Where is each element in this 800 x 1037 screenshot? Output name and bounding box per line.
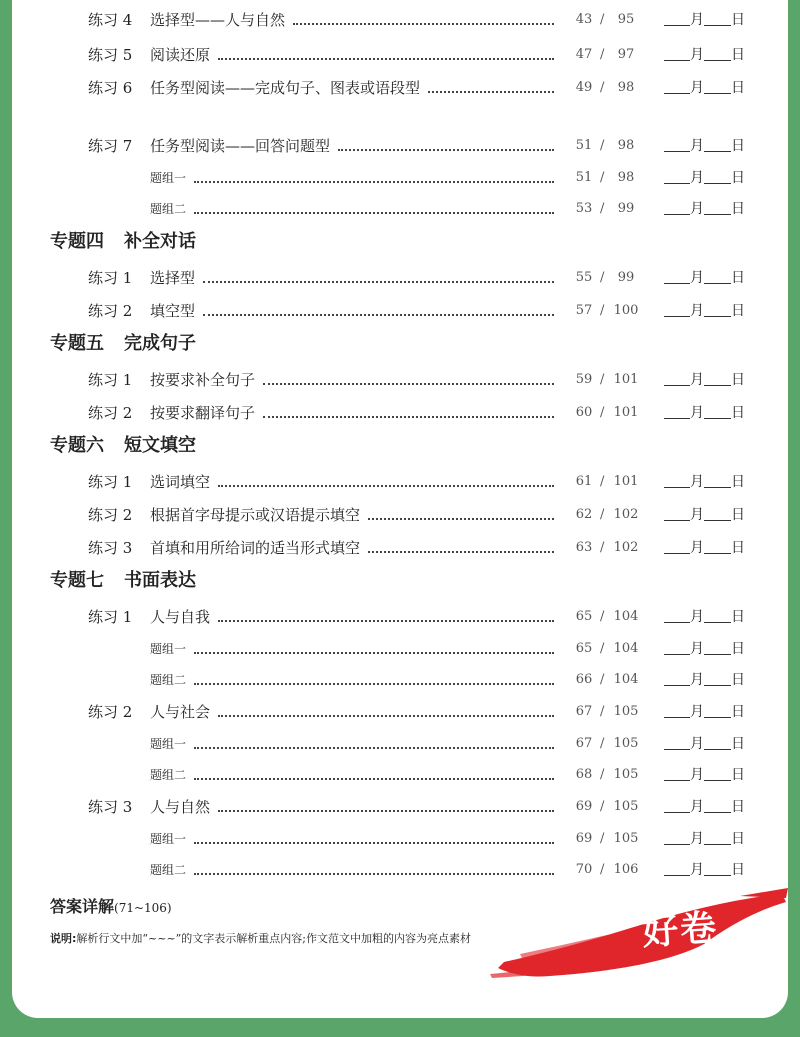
month-blank[interactable] (664, 169, 690, 184)
slash-separator: / (600, 767, 605, 782)
answer-page-number: 101 (613, 405, 639, 420)
answer-page-number: 102 (613, 507, 639, 522)
answer-page-number: 99 (617, 201, 635, 216)
leader-dots (194, 683, 554, 685)
slash-separator: / (600, 201, 605, 216)
toc-entry-row (12, 700, 788, 724)
month-blank[interactable] (664, 79, 690, 94)
month-label: 月 (690, 138, 704, 154)
month-blank[interactable] (664, 371, 690, 386)
toc-entry-row (12, 134, 788, 158)
sub-entry-row (12, 637, 788, 661)
leader-dots (194, 652, 554, 654)
leader-dots (203, 314, 554, 316)
section-heading (50, 230, 196, 254)
slash-separator: / (600, 672, 605, 687)
month-blank[interactable] (664, 539, 690, 554)
sub-entry-row (12, 732, 788, 756)
toc-entry-row (12, 43, 788, 67)
day-blank[interactable] (704, 861, 731, 876)
leader-dots (263, 383, 554, 385)
page-number: 69 (575, 831, 593, 846)
entry-title: 题组二 (150, 202, 187, 216)
date-fill-in (664, 503, 745, 527)
month-label: 月 (690, 540, 704, 556)
toc-entry-row (12, 299, 788, 323)
page-number: 59 (575, 372, 593, 387)
exercise-number: 练习 3 (88, 798, 133, 816)
day-label: 日 (731, 170, 745, 186)
page-number: 65 (575, 609, 593, 624)
date-fill-in (664, 795, 745, 819)
day-label: 日 (731, 507, 745, 523)
toc-entry-row (12, 266, 788, 290)
page-number: 70 (575, 862, 593, 877)
day-label: 日 (731, 736, 745, 752)
day-label: 日 (731, 641, 745, 657)
month-blank[interactable] (664, 11, 690, 26)
slash-separator: / (600, 47, 605, 62)
month-label: 月 (690, 12, 704, 28)
section-heading (50, 569, 196, 593)
answer-page-number: 98 (617, 80, 635, 95)
month-blank[interactable] (664, 861, 690, 876)
day-blank[interactable] (704, 79, 731, 94)
date-fill-in (664, 401, 745, 425)
month-label: 月 (690, 799, 704, 815)
slash-separator: / (600, 303, 605, 318)
day-label: 日 (731, 831, 745, 847)
date-fill-in (664, 732, 745, 756)
answer-page-number: 100 (613, 303, 639, 318)
date-fill-in (664, 637, 745, 661)
exercise-number: 练习 2 (88, 506, 133, 524)
month-blank[interactable] (664, 302, 690, 317)
day-label: 日 (731, 672, 745, 688)
slash-separator: / (600, 270, 605, 285)
day-label: 日 (731, 80, 745, 96)
sub-entry-row (12, 858, 788, 882)
date-fill-in (664, 605, 745, 629)
date-fill-in (664, 827, 745, 851)
entry-title: 题组二 (150, 863, 187, 877)
month-blank[interactable] (664, 608, 690, 623)
page-number: 60 (575, 405, 593, 420)
day-blank[interactable] (704, 671, 731, 686)
answers-label: 答案详解 (50, 897, 115, 916)
toc-entry-row (12, 605, 788, 629)
section-label: 专题六 (50, 435, 104, 456)
entry-title: 根据首字母提示或汉语提示填空 (150, 506, 361, 524)
answer-page-number: 105 (613, 799, 639, 814)
day-blank[interactable] (704, 169, 731, 184)
leader-dots (218, 620, 554, 622)
toc-page (12, 0, 788, 1018)
answer-page-number: 106 (613, 862, 639, 877)
entry-title: 选词填空 (150, 473, 211, 491)
day-blank[interactable] (704, 703, 731, 718)
leader-dots (194, 747, 554, 749)
leader-dots (218, 715, 554, 717)
toc-entry-row (12, 401, 788, 425)
answer-page-number: 105 (613, 736, 639, 751)
sub-entry-row (12, 166, 788, 190)
date-fill-in (664, 299, 745, 323)
answer-page-number: 102 (613, 540, 639, 555)
page-number: 66 (575, 672, 593, 687)
entry-title: 题组二 (150, 673, 187, 687)
section-label: 专题七 (50, 570, 104, 591)
leader-dots (293, 23, 554, 25)
month-label: 月 (690, 405, 704, 421)
day-blank[interactable] (704, 137, 731, 152)
day-blank[interactable] (704, 46, 731, 61)
page-number: 53 (575, 201, 593, 216)
date-fill-in (664, 166, 745, 190)
slash-separator: / (600, 862, 605, 877)
stamp-text: 好卷 (640, 907, 720, 954)
page-number: 65 (575, 641, 593, 656)
month-label: 月 (690, 201, 704, 217)
exercise-number: 练习 7 (88, 137, 133, 155)
entry-title: 按要求翻译句子 (150, 404, 256, 422)
leader-dots (194, 873, 554, 875)
slash-separator: / (600, 138, 605, 153)
month-blank[interactable] (664, 671, 690, 686)
entry-title: 选择型 (150, 269, 196, 287)
month-blank[interactable] (664, 200, 690, 215)
toc-entry-row (12, 503, 788, 527)
page-number: 47 (575, 47, 593, 62)
note-text: 解析行文中加“~~~”的文字表示解析重点内容;作文范文中加粗的内容为亮点素材 (76, 932, 472, 945)
month-blank[interactable] (664, 269, 690, 284)
month-label: 月 (690, 372, 704, 388)
month-blank[interactable] (664, 735, 690, 750)
day-blank[interactable] (704, 830, 731, 845)
day-label: 日 (731, 201, 745, 217)
toc-entry-row (12, 368, 788, 392)
month-blank[interactable] (664, 46, 690, 61)
exercise-number: 练习 3 (88, 539, 133, 557)
slash-separator: / (600, 372, 605, 387)
section-name: 补全对话 (124, 231, 196, 252)
entry-title: 题组一 (150, 737, 187, 751)
entry-title: 题组一 (150, 171, 187, 185)
day-blank[interactable] (704, 735, 731, 750)
date-fill-in (664, 700, 745, 724)
slash-separator: / (600, 641, 605, 656)
exercise-number: 练习 6 (88, 79, 133, 97)
month-label: 月 (690, 862, 704, 878)
month-blank[interactable] (664, 766, 690, 781)
leader-dots (263, 416, 554, 418)
day-label: 日 (731, 303, 745, 319)
day-blank[interactable] (704, 371, 731, 386)
exercise-number: 练习 4 (88, 11, 133, 29)
slash-separator: / (600, 474, 605, 489)
answer-page-number: 97 (617, 47, 635, 62)
section-name: 书面表达 (124, 570, 196, 591)
page-number: 67 (575, 736, 593, 751)
leader-dots (368, 551, 554, 553)
page-number: 51 (575, 138, 593, 153)
month-blank[interactable] (664, 798, 690, 813)
month-blank[interactable] (664, 703, 690, 718)
month-label: 月 (690, 47, 704, 63)
entry-title: 题组一 (150, 832, 187, 846)
date-fill-in (664, 8, 745, 32)
exercise-number: 练习 2 (88, 302, 133, 320)
month-label: 月 (690, 609, 704, 625)
answer-page-number: 101 (613, 474, 639, 489)
slash-separator: / (600, 540, 605, 555)
month-label: 月 (690, 80, 704, 96)
month-label: 月 (690, 507, 704, 523)
leader-dots (368, 518, 554, 520)
day-label: 日 (731, 862, 745, 878)
leader-dots (194, 212, 554, 214)
entry-title: 人与自我 (150, 608, 211, 626)
sub-entry-row (12, 668, 788, 692)
page-number: 69 (575, 799, 593, 814)
day-label: 日 (731, 405, 745, 421)
answer-page-number: 104 (613, 672, 639, 687)
leader-dots (203, 281, 554, 283)
month-label: 月 (690, 641, 704, 657)
date-fill-in (664, 536, 745, 560)
day-blank[interactable] (704, 766, 731, 781)
exercise-number: 练习 1 (88, 371, 133, 389)
toc-entry-row (12, 8, 788, 32)
answer-page-number: 104 (613, 609, 639, 624)
page-number: 57 (575, 303, 593, 318)
leader-dots (218, 58, 554, 60)
date-fill-in (664, 76, 745, 100)
day-label: 日 (731, 540, 745, 556)
month-label: 月 (690, 270, 704, 286)
day-blank[interactable] (704, 539, 731, 554)
page-number: 43 (575, 12, 593, 27)
month-blank[interactable] (664, 473, 690, 488)
month-label: 月 (690, 303, 704, 319)
day-label: 日 (731, 270, 745, 286)
date-fill-in (664, 763, 745, 787)
day-label: 日 (731, 47, 745, 63)
exercise-number: 练习 5 (88, 46, 133, 64)
day-blank[interactable] (704, 608, 731, 623)
day-blank[interactable] (704, 404, 731, 419)
day-label: 日 (731, 12, 745, 28)
month-label: 月 (690, 672, 704, 688)
day-blank[interactable] (704, 269, 731, 284)
day-label: 日 (731, 704, 745, 720)
sub-entry-row (12, 763, 788, 787)
entry-title: 题组一 (150, 642, 187, 656)
exercise-number: 练习 2 (88, 703, 133, 721)
month-blank[interactable] (664, 830, 690, 845)
answer-page-number: 105 (613, 831, 639, 846)
day-label: 日 (731, 799, 745, 815)
day-blank[interactable] (704, 640, 731, 655)
slash-separator: / (600, 170, 605, 185)
exercise-number: 练习 1 (88, 473, 133, 491)
toc-entry-row (12, 795, 788, 819)
month-blank[interactable] (664, 640, 690, 655)
exercise-number: 练习 2 (88, 404, 133, 422)
slash-separator: / (600, 80, 605, 95)
answers-section (50, 894, 172, 917)
day-blank[interactable] (704, 302, 731, 317)
leader-dots (338, 149, 554, 151)
day-blank[interactable] (704, 798, 731, 813)
page-number: 49 (575, 80, 593, 95)
slash-separator: / (600, 609, 605, 624)
slash-separator: / (600, 507, 605, 522)
month-label: 月 (690, 170, 704, 186)
sub-entry-row (12, 197, 788, 221)
month-label: 月 (690, 736, 704, 752)
section-name: 完成句子 (124, 333, 196, 354)
answer-page-number: 105 (613, 767, 639, 782)
exercise-number: 练习 1 (88, 608, 133, 626)
slash-separator: / (600, 799, 605, 814)
page-number: 62 (575, 507, 593, 522)
slash-separator: / (600, 831, 605, 846)
month-blank[interactable] (664, 506, 690, 521)
page-number: 63 (575, 540, 593, 555)
toc-entry-row (12, 536, 788, 560)
leader-dots (194, 842, 554, 844)
answer-page-number: 104 (613, 641, 639, 656)
date-fill-in (664, 134, 745, 158)
day-label: 日 (731, 474, 745, 490)
answers-range: (71~106) (114, 901, 172, 915)
leader-dots (428, 91, 554, 93)
entry-title: 填空型 (150, 302, 196, 320)
date-fill-in (664, 858, 745, 882)
entry-title: 题组二 (150, 768, 187, 782)
answer-page-number: 101 (613, 372, 639, 387)
day-label: 日 (731, 609, 745, 625)
entry-title: 任务型阅读——回答问题型 (150, 137, 331, 155)
note-line (50, 930, 471, 946)
page-number: 51 (575, 170, 593, 185)
note-label: 说明: (50, 932, 77, 945)
leader-dots (218, 485, 554, 487)
page-number: 68 (575, 767, 593, 782)
month-label: 月 (690, 704, 704, 720)
entry-title: 人与自然 (150, 798, 211, 816)
date-fill-in (664, 197, 745, 221)
answer-page-number: 98 (617, 138, 635, 153)
answer-page-number: 95 (617, 12, 635, 27)
toc-entry-row (12, 76, 788, 100)
slash-separator: / (600, 736, 605, 751)
exercise-number: 练习 1 (88, 269, 133, 287)
day-label: 日 (731, 372, 745, 388)
entry-title: 人与社会 (150, 703, 211, 721)
date-fill-in (664, 43, 745, 67)
day-blank[interactable] (704, 506, 731, 521)
day-blank[interactable] (704, 11, 731, 26)
answer-page-number: 98 (617, 170, 635, 185)
month-blank[interactable] (664, 137, 690, 152)
date-fill-in (664, 368, 745, 392)
sub-entry-row (12, 827, 788, 851)
slash-separator: / (600, 12, 605, 27)
slash-separator: / (600, 405, 605, 420)
section-heading (50, 332, 196, 356)
month-label: 月 (690, 831, 704, 847)
month-blank[interactable] (664, 404, 690, 419)
date-fill-in (664, 668, 745, 692)
section-label: 专题五 (50, 333, 104, 354)
slash-separator: / (600, 704, 605, 719)
leader-dots (194, 778, 554, 780)
page-number: 55 (575, 270, 593, 285)
page-number: 67 (575, 704, 593, 719)
entry-title: 选择型——人与自然 (150, 11, 286, 29)
leader-dots (194, 181, 554, 183)
day-label: 日 (731, 767, 745, 783)
month-label: 月 (690, 767, 704, 783)
day-blank[interactable] (704, 473, 731, 488)
date-fill-in (664, 266, 745, 290)
entry-title: 按要求补全句子 (150, 371, 256, 389)
page-number: 61 (575, 474, 593, 489)
day-blank[interactable] (704, 200, 731, 215)
section-name: 短文填空 (124, 435, 196, 456)
answer-page-number: 99 (617, 270, 635, 285)
entry-title: 任务型阅读——完成句子、图表或语段型 (150, 79, 421, 97)
section-label: 专题四 (50, 231, 104, 252)
entry-title: 阅读还原 (150, 46, 211, 64)
entry-title: 首填和用所给词的适当形式填空 (150, 539, 361, 557)
answer-page-number: 105 (613, 704, 639, 719)
toc-entry-row (12, 470, 788, 494)
leader-dots (218, 810, 554, 812)
month-label: 月 (690, 474, 704, 490)
day-label: 日 (731, 138, 745, 154)
section-heading (50, 434, 196, 458)
date-fill-in (664, 470, 745, 494)
